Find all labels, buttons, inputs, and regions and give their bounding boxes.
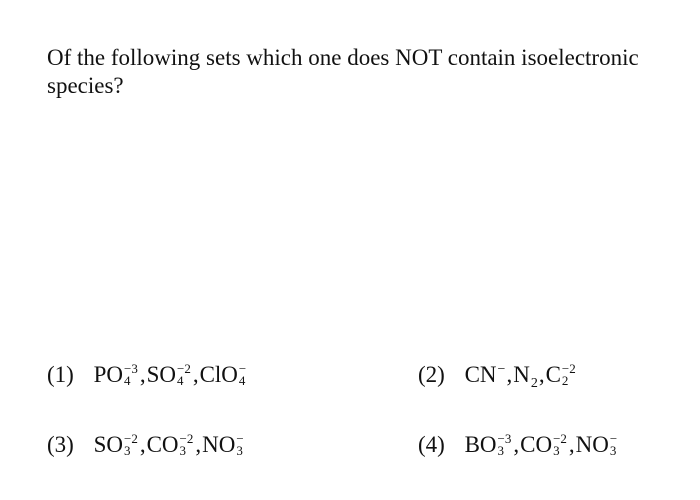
species-subscript: 3 — [609, 442, 617, 458]
option-formula — [465, 362, 577, 392]
option-formula — [94, 362, 248, 389]
formula-separator: , — [568, 432, 575, 457]
option-number: (2) — [418, 362, 445, 387]
charge-and-count — [561, 360, 576, 388]
species-charge: −3 — [497, 430, 512, 446]
formula-separator: , — [195, 432, 202, 457]
species-charge: − — [609, 430, 618, 446]
species-base: NO — [575, 432, 609, 457]
chemical-species — [513, 362, 538, 392]
species-subscript: 3 — [179, 442, 187, 458]
charge-and-count — [553, 430, 567, 458]
option-1[interactable] — [47, 362, 247, 389]
chemical-species — [465, 362, 506, 388]
species-base: CO — [146, 432, 179, 457]
species-subscript: 4 — [123, 372, 131, 388]
chemical-species — [147, 362, 192, 389]
option-formula — [465, 432, 619, 459]
formula-separator: , — [192, 362, 199, 387]
species-charge: −2 — [179, 430, 194, 446]
species-subscript: 3 — [497, 442, 505, 458]
species-charge: − — [236, 430, 244, 446]
charge-and-count — [179, 430, 194, 458]
formula-separator: , — [513, 432, 520, 457]
species-base: PO — [93, 362, 123, 387]
option-number: (3) — [47, 432, 74, 457]
chemical-species — [200, 362, 248, 389]
option-number: (4) — [418, 432, 445, 457]
species-charge: −2 — [123, 430, 138, 446]
question-text: Of the following sets which one does NOT contain isoelectronic species? — [47, 45, 639, 98]
species-subscript: 3 — [236, 442, 243, 458]
species-base: SO — [93, 432, 123, 457]
formula-separator: , — [506, 362, 513, 387]
chemical-species — [202, 432, 245, 459]
option-formula — [94, 432, 245, 459]
option-4[interactable] — [418, 432, 618, 459]
species-base: N — [513, 362, 530, 387]
species-charge: −3 — [123, 360, 138, 376]
charge-and-count — [609, 430, 618, 458]
chemical-species — [576, 432, 619, 459]
charge-and-count — [123, 360, 138, 388]
charge-and-count — [497, 430, 512, 458]
species-subscript: 4 — [176, 372, 184, 388]
species-base: C — [545, 362, 561, 387]
charge-and-count — [238, 360, 247, 388]
formula-separator: , — [538, 362, 545, 387]
species-base: CO — [520, 432, 553, 457]
option-number: (1) — [47, 362, 74, 387]
species-base: SO — [146, 362, 176, 387]
species-subscript: 2 — [561, 372, 569, 388]
charge-and-count — [236, 430, 244, 458]
formula-separator: , — [139, 432, 146, 457]
species-subscript: 4 — [238, 372, 246, 388]
species-charge: − — [497, 362, 506, 377]
species-subscript: 3 — [553, 442, 560, 458]
species-base: NO — [202, 432, 236, 457]
species-base: ClO — [199, 362, 238, 387]
charge-and-count — [176, 360, 191, 388]
species-charge: − — [238, 360, 247, 376]
species-charge: −2 — [553, 430, 567, 446]
chemical-species — [546, 362, 577, 389]
option-3[interactable] — [47, 432, 245, 459]
species-base: BO — [464, 432, 497, 457]
chemical-species — [147, 432, 195, 459]
species-subscript: 3 — [123, 442, 131, 458]
species-charge: −2 — [176, 360, 191, 376]
chemical-species — [94, 362, 139, 389]
charge-and-count — [123, 430, 138, 458]
species-charge: −2 — [561, 360, 576, 376]
species-subscript: 2 — [530, 376, 538, 391]
chemical-species — [94, 432, 139, 459]
option-2[interactable] — [418, 362, 577, 392]
formula-separator: , — [139, 362, 146, 387]
chemical-species — [520, 432, 568, 459]
species-base: CN — [464, 362, 497, 387]
chemical-species — [465, 432, 513, 459]
